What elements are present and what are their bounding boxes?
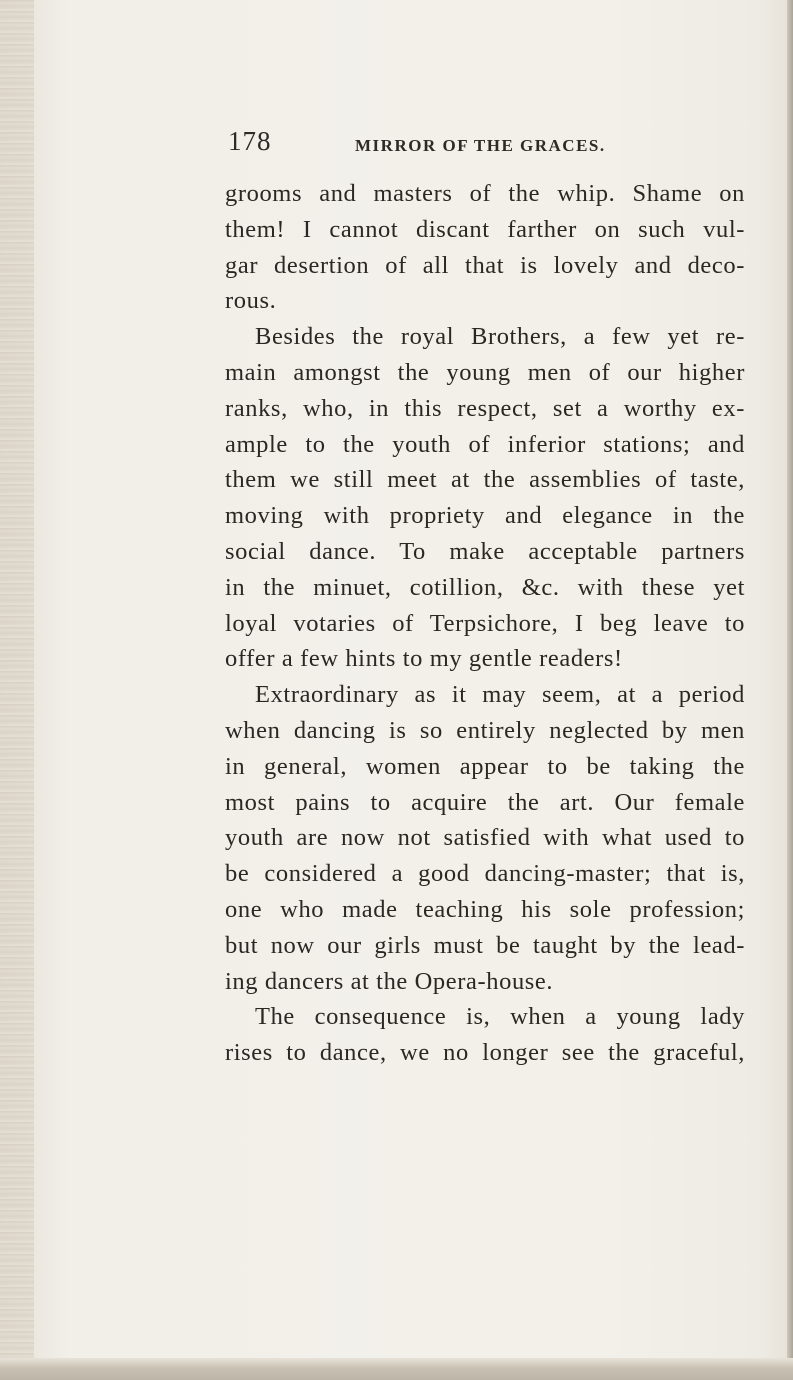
body-text [225,176,745,1071]
text-line: offer a few hints to my gentle readers! [225,645,623,673]
text-line: youth are now not satisfied with what used to [225,824,745,852]
text-line: grooms and masters of the whip. Shame on [225,180,745,207]
text-line: social dance. To make acceptable partners [225,537,745,565]
text-line: moving with propriety and elegance in the [225,502,745,530]
page-header [225,124,745,164]
text-line: in general, women appear to be taking the [225,752,745,780]
text-line: main amongst the young men of our higher [225,358,745,386]
text-line: be considered a good dancing-master; that is, [225,860,745,888]
page-right-edge [787,0,793,1380]
text-line: ing dancers at the Opera-house. [225,967,554,995]
text-line: them we still meet at the assemblies of taste, [225,466,745,494]
text-line: Besides the royal Brothers, a few yet re- [255,323,745,351]
text-line: ranks, who, in this respect, set a worthy ex- [225,394,745,422]
text-line: ample to the youth of inferior stations; and [225,430,745,458]
page-number: 178 [228,126,272,156]
text-line: The consequence is, when a young lady [255,1003,745,1031]
page-left-edge [0,0,34,1380]
text-line: but now our girls must be taught by the lead- [225,931,745,959]
text-line: in the minuet, cotillion, &c. with these yet [225,573,745,601]
text-line: gar desertion of all that is lovely and deco- [225,251,745,279]
text-line: when dancing is so entirely neglected by men [225,716,745,744]
text-line: most pains to acquire the art. Our female [225,788,745,816]
text-line: rous. [225,287,277,315]
text-line: loyal votaries of Terpsichore, I beg leave to [225,609,745,637]
text-line: one who made teaching his sole profession; [225,895,745,923]
running-title: MIRROR OF THE GRACES. [355,136,606,155]
text-line: them! I cannot discant farther on such vul- [225,215,745,243]
page-bottom-edge [0,1358,793,1380]
text-line: rises to dance, we no longer see the graceful, [225,1039,745,1067]
text-line: Extraordinary as it may seem, at a period [255,681,745,709]
